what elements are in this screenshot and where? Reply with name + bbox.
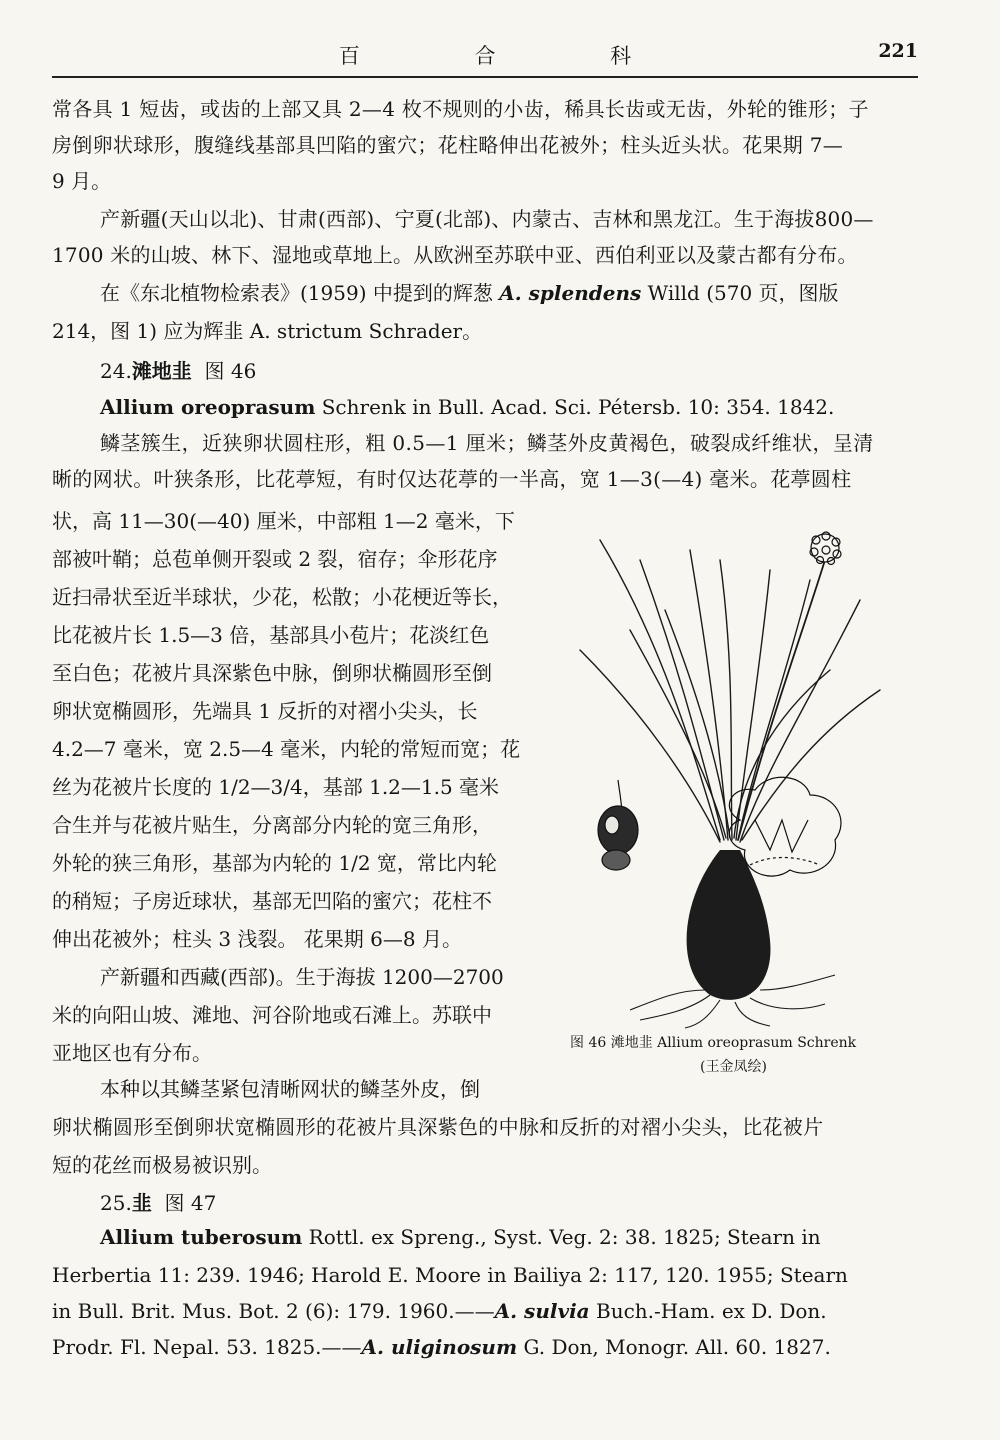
species-number: 25. [100, 1191, 132, 1215]
figure-ref: 图 46 [204, 359, 257, 383]
taxon-name: A. splendens [499, 281, 642, 305]
citation-line [52, 1332, 831, 1362]
desc-line: 的稍短；子房近球状，基部无凹陷的蜜穴；花柱不 [52, 889, 492, 913]
text-line: 9 月。 [52, 169, 112, 193]
note-line: 卵状椭圆形至倒卵状宽椭圆形的花被片具深紫色的中脉和反折的对褶小尖头，比花被片 [52, 1115, 824, 1139]
species-citation [100, 1222, 821, 1252]
dist-line: 亚地区也有分布。 [52, 1041, 212, 1065]
dist-line: 米的向阳山坡、滩地、河谷阶地或石滩上。苏联中 [52, 1003, 492, 1027]
citation-line: Herbertia 11: 239. 1946; Harold E. Moore in Bailiya 2: 117, 120. 1955; Stearn [52, 1263, 848, 1287]
figure-caption: 图 46 滩地韭 Allium oreoprasum Schrenk [570, 1035, 857, 1051]
text-line: 房倒卵状球形，腹缝线基部具凹陷的蜜穴；花柱略伸出花被外；柱头近头状。花果期 7— [52, 133, 844, 157]
desc-line: 状，高 11—30(—40) 厘米，中部粗 1—2 毫米，下 [52, 509, 515, 533]
text-span: Willd (570 页，图版 [641, 281, 839, 305]
dist-line: 产新疆和西藏(西部)。生于海拔 1200—2700 [100, 965, 504, 989]
text-line: 1700 米的山坡、林下、湿地或草地上。从欧洲至苏联中亚、西伯利亚以及蒙古都有分布。 [52, 243, 858, 267]
page-header [52, 40, 918, 68]
text-span: 在《东北植物检索表》(1959) 中提到的辉葱 [100, 281, 500, 305]
citation-text: in Bull. Brit. Mus. Bot. 2 (6): 179. 1960.—— [52, 1299, 495, 1323]
desc-line: 卵状宽椭圆形，先端具 1 反折的对褶小尖头，长 [52, 699, 478, 723]
text-line: 常各具 1 短齿，或齿的上部又具 2—4 枚不规则的小齿，稀具长齿或无齿，外轮的锥形；子 [52, 97, 869, 121]
figure-46-illustration [570, 520, 930, 1030]
text-line: 214，图 1) 应为辉韭 A. strictum Schrader。 [52, 319, 483, 343]
binomial: Allium tuberosum [100, 1225, 303, 1249]
species-name: 滩地韭 [131, 359, 192, 383]
species-heading [100, 1188, 216, 1218]
figure-artist: (王金凤绘) [700, 1059, 767, 1075]
citation-text: Rottl. ex Spreng., Syst. Veg. 2: 38. 1825; Stearn in [302, 1225, 821, 1249]
desc-line: 丝为花被片长度的 1/2—3/4，基部 1.2—1.5 毫米 [52, 775, 500, 799]
species-name: 韭 [131, 1191, 152, 1215]
page-number: 221 [878, 40, 918, 62]
desc-line: 鳞茎簇生，近狭卵状圆柱形，粗 0.5—1 厘米；鳞茎外皮黄褐色，破裂成纤维状，呈清 [100, 431, 874, 455]
taxon-name: A. uliginosum [361, 1335, 518, 1359]
note-line: 本种以其鳞茎紧包清晰网状的鳞茎外皮，倒 [100, 1077, 480, 1101]
citation-text: Prodr. Fl. Nepal. 53. 1825.—— [52, 1335, 362, 1359]
desc-line: 伸出花被外；柱头 3 浅裂。 花果期 6—8 月。 [52, 927, 462, 951]
species-number: 24. [100, 359, 132, 383]
text-line: 产新疆(天山以北)、甘肃(西部)、宁夏(北部)、内蒙古、吉林和黑龙江。生于海拔800— [100, 207, 874, 231]
citation-text: Buch.-Ham. ex D. Don. [589, 1299, 827, 1323]
desc-line: 近扫帚状至近半球状，少花，松散；小花梗近等长， [52, 585, 512, 609]
figure-ref: 图 47 [164, 1191, 217, 1215]
running-head: 百 合 科 [338, 44, 686, 68]
desc-line: 晰的网状。叶狭条形，比花葶短，有时仅达花葶的一半高，宽 1—3(—4) 毫米。花葶圆柱 [52, 467, 852, 491]
species-heading [100, 356, 256, 386]
species-citation [100, 392, 834, 422]
citation-text: G. Don, Monogr. All. 60. 1827. [517, 1335, 831, 1359]
allium-plant-drawing [570, 520, 930, 1030]
binomial: Allium oreoprasum [100, 395, 316, 419]
taxon-name: A. sulvia [494, 1299, 590, 1323]
desc-line: 外轮的狭三角形，基部为内轮的 1/2 宽，常比内轮 [52, 851, 497, 875]
desc-line: 至白色；花被片具深紫色中脉，倒卵状椭圆形至倒 [52, 661, 492, 685]
desc-line: 4.2—7 毫米，宽 2.5—4 毫米，内轮的常短而宽；花 [52, 737, 521, 761]
note-line: 短的花丝而极易被识别。 [52, 1153, 272, 1177]
text-line [100, 278, 839, 308]
desc-line: 比花被片长 1.5—3 倍，基部具小苞片；花淡红色 [52, 623, 490, 647]
desc-line: 部被叶鞘；总苞单侧开裂或 2 裂，宿存；伞形花序 [52, 547, 498, 571]
citation-text: Schrenk in Bull. Acad. Sci. Pétersb. 10: 354. 1842. [315, 395, 835, 419]
header-rule [52, 76, 918, 78]
citation-line [52, 1296, 827, 1326]
desc-line: 合生并与花被片贴生，分离部分内轮的宽三角形， [52, 813, 492, 837]
